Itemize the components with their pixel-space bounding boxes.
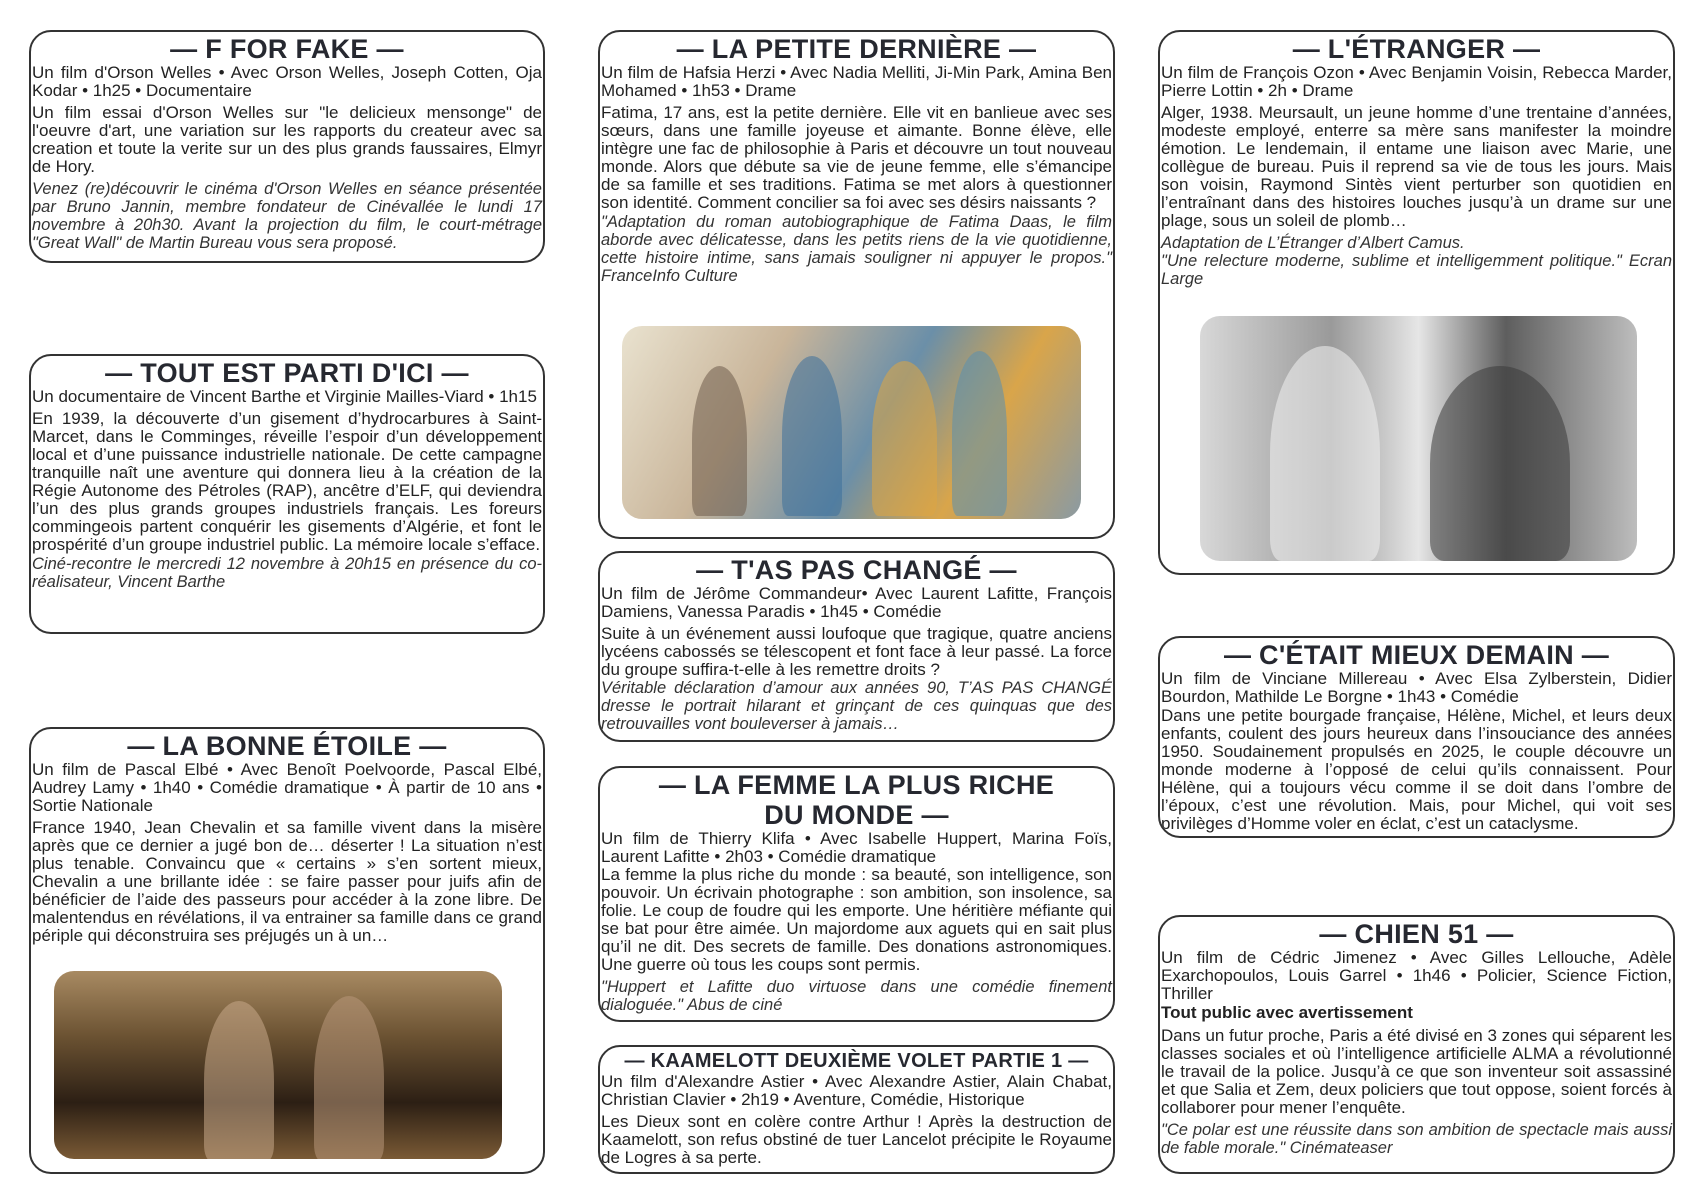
film-still-petite-derniere — [622, 326, 1081, 519]
film-note: "Huppert et Lafitte duo virtuose dans une comédie finement dialoguée." Abus de ciné — [601, 978, 1112, 1014]
film-meta: Un film d'Orson Welles • Avec Orson Welles, Joseph Cotten, Oja Kodar • 1h25 • Documentaire — [32, 63, 542, 100]
film-synopsis: Les Dieux sont en colère contre Arthur ! Après la destruction de Kaamelott, son refus obstiné de tuer Lancelot précipite le Royaume de Logres à sa perte. — [601, 1112, 1112, 1167]
film-still-bonne-etoile — [54, 971, 502, 1159]
film-title: — F FOR FAKE — — [170, 34, 404, 64]
film-meta: Un film de Vinciane Millereau • Avec Elsa Zylberstein, Didier Bourdon, Mathilde Le Borgne • 1h43 • Comédie — [1161, 669, 1672, 706]
film-still-etranger — [1200, 316, 1637, 561]
film-card-tout-est-parti — [29, 354, 545, 634]
film-synopsis: Un film essai d'Orson Welles sur "le delicieux mensonge" de l'oeuvre d'art, une variation sur les rapports du createur avec sa creation et toute la verite sur un des plus grands faussaires, Elmyr de Hory. — [32, 103, 542, 176]
film-note: Venez (re)découvrir le cinéma d'Orson Welles en séance présentée par Bruno Jannin, membre fondateur de Cinévallée le lundi 17 novembre à 20h30. Avant la projection du film, le court-métrage "Great Wall" de Martin Bureau vous sera proposé. — [32, 180, 542, 252]
film-rating: Tout public avec avertissement — [1161, 1003, 1413, 1022]
film-meta: Un film de Cédric Jimenez • Avec Gilles Lellouche, Adèle Exarchopoulos, Louis Garrel • 1h46 • Policier, Science Fiction, Thriller — [1161, 948, 1672, 1003]
film-synopsis: Fatima, 17 ans, est la petite dernière. Elle vit en banlieue avec ses sœurs, dans une famille joyeuse et aimante. Bonne élève, elle intègre une fac de philosophie à Paris et découvre un tout nouveau monde. Alors que débute sa vie de jeune femme, elle s’émancipe de sa famille et ses traditions. Fatima se met alors à questionner son identité. Comment concilier sa foi avec ses désirs naissants ? — [601, 103, 1112, 212]
film-meta: Un film de Jérôme Commandeur• Avec Laurent Lafitte, François Damiens, Vanessa Paradis • 1h45 • Comédie — [601, 584, 1112, 621]
film-synopsis: France 1940, Jean Chevalin et sa famille vivent dans la misère après que ce dernier a jugé bon de… déserter ! La situation n’est plus tenable. Convaincu que « certains » s’en sortent mieux, Chevalin a une brillante idée : se faire passer pour juifs afin de bénéficier de l’aide des passeurs pour accéder à la zone libre. De malentendus en révélations, il va entrainer sa famille dans ce grand périple qui déconstruira ses préjugés un à un… — [32, 818, 542, 945]
film-card-tas-pas-change — [598, 551, 1115, 742]
film-title: — LA PETITE DERNIÈRE — — [676, 34, 1037, 64]
film-title: — T'AS PAS CHANGÉ — — [696, 555, 1017, 585]
film-title: — CHIEN 51 — — [1319, 919, 1514, 949]
film-title: — L'ÉTRANGER — — [1292, 34, 1541, 64]
film-synopsis: Dans une petite bourgade française, Hélène, Michel, et leurs deux enfants, coulent des jours heureux dans l’insouciance des années 1950. Soudainement propulsés en 2025, le couple découvre un monde moderne à l’opposé de celui qu’ils connaissent. Pour Hélène, qui a toujours vécu comme il se doit dans l’ombre de l’époux, c’est une révolution. Mais, pour Michel, qui voit ses privilèges d’Homme voler en éclat, c’est un cataclysme. — [1161, 706, 1672, 833]
film-title: — LA BONNE ÉTOILE — — [127, 731, 447, 761]
film-synopsis: En 1939, la découverte d’un gisement d’hydrocarbures à Saint-Marcet, dans le Comminges, réveille l’espoir d’un développement local et d’une puissance industrielle nationale. De cette campagne tranquille naît une aventure qui donnera lieu à la création de la Régie Autonome des Pétroles (RAP), ancêtre d’ELF, qui deviendra l’un des plus grands groupes industriels français. Les foreurs commingeois partent conquérir les gisements d’Algérie, et font le prospérité d’un groupe industriel public. La mémoire locale s’efface. — [32, 409, 542, 554]
film-note: "Adaptation du roman autobiographique de Fatima Daas, le film aborde avec délicatesse, dans les petits riens de la vie quotidienne, cette histoire intime, sans jamais souligner ni appuyer le propos." FranceInfo Culture — [601, 213, 1112, 285]
film-card-femme-riche — [598, 766, 1115, 1022]
film-title: — C'ÉTAIT MIEUX DEMAIN — — [1223, 640, 1610, 670]
film-note: Véritable déclaration d’amour aux années 90, T’AS PAS CHANGÉ dresse le portrait hilarant et grinçant de ces quinquas que des retrouvailles vont bouleverser à jamais… — [601, 679, 1112, 733]
film-title: — KAAMELOTT DEUXIÈME VOLET PARTIE 1 — — [624, 1050, 1089, 1072]
film-meta: Un film de Hafsia Herzi • Avec Nadia Melliti, Ji-Min Park, Amina Ben Mohamed • 1h53 • Drame — [601, 63, 1112, 100]
film-meta: Un film d'Alexandre Astier • Avec Alexandre Astier, Alain Chabat, Christian Clavier • 2h19 • Aventure, Comédie, Historique — [601, 1072, 1112, 1109]
film-card-mieux-demain — [1158, 636, 1675, 838]
film-note: Ciné-recontre le mercredi 12 novembre à 20h15 en présence du co-réalisateur, Vincent Barthe — [32, 555, 542, 591]
film-card-f-for-fake — [29, 30, 545, 263]
film-meta: Un film de François Ozon • Avec Benjamin Voisin, Rebecca Marder, Pierre Lottin • 2h • Drame — [1161, 63, 1672, 100]
film-title: — LA FEMME LA PLUS RICHE DU MONDE — — [658, 770, 1055, 830]
film-synopsis: La femme la plus riche du monde : sa beauté, son intelligence, son pouvoir. Un écrivain photographe : son ambition, son insolence, sa folie. Le coup de foudre qui les emporte. Une héritière méfiante qui se bat pour être aimée. Un majordome aux aguets qui en sait plus qu’il ne dit. Des secrets de famille. Des donations astronomiques. Une guerre où tous les coups sont permis. — [601, 865, 1112, 974]
film-synopsis: Suite à un événement aussi loufoque que tragique, quatre anciens lycéens cabossés se télescopent et font face à leur passé. La force du groupe suffira-t-elle à les remettre droits ? — [601, 624, 1112, 679]
film-meta: Un film de Pascal Elbé • Avec Benoît Poelvoorde, Pascal Elbé, Audrey Lamy • 1h40 • Comédie dramatique • À partir de 10 ans • Sortie Nationale — [32, 760, 542, 815]
film-card-chien-51 — [1158, 915, 1675, 1174]
film-meta: Un film de Thierry Klifa • Avec Isabelle Huppert, Marina Foïs, Laurent Lafitte • 2h03 • Comédie dramatique — [601, 829, 1112, 866]
film-title: — TOUT EST PARTI D'ICI — — [105, 358, 469, 388]
film-synopsis: Dans un futur proche, Paris a été divisé en 3 zones qui séparent les classes sociales et où l’intelligence artificielle ALMA a révolutionné le travail de la police. Jusqu’à ce que son inventeur soit assassiné et que Salia et Zem, deux policiers que tout oppose, soient forcés à collaborer pour mener l’enquête. — [1161, 1026, 1672, 1117]
film-note: "Ce polar est une réussite dans son ambition de spectacle mais aussi de fable morale." Cinémateaser — [1161, 1121, 1672, 1157]
film-card-kaamelott — [598, 1045, 1115, 1174]
film-note: Adaptation de L’Étranger d’Albert Camus. — [1161, 234, 1465, 252]
film-review: "Une relecture moderne, sublime et intelligemment politique." Ecran Large — [1161, 252, 1672, 288]
film-meta: Un documentaire de Vincent Barthe et Virginie Mailles-Viard • 1h15 — [32, 387, 537, 406]
film-synopsis: Alger, 1938. Meursault, un jeune homme d’une trentaine d’années, modeste employé, enterre sa mère sans manifester la moindre émotion. Le lendemain, il entame une liaison avec Marie, une collègue de bureau. Puis il reprend sa vie de tous les jours. Mais son voisin, Raymond Sintès vient perturber son quotidien en l’entraînant dans des histoires louches jusqu’à un drame sur une plage, sous un soleil de plomb… — [1161, 103, 1672, 230]
